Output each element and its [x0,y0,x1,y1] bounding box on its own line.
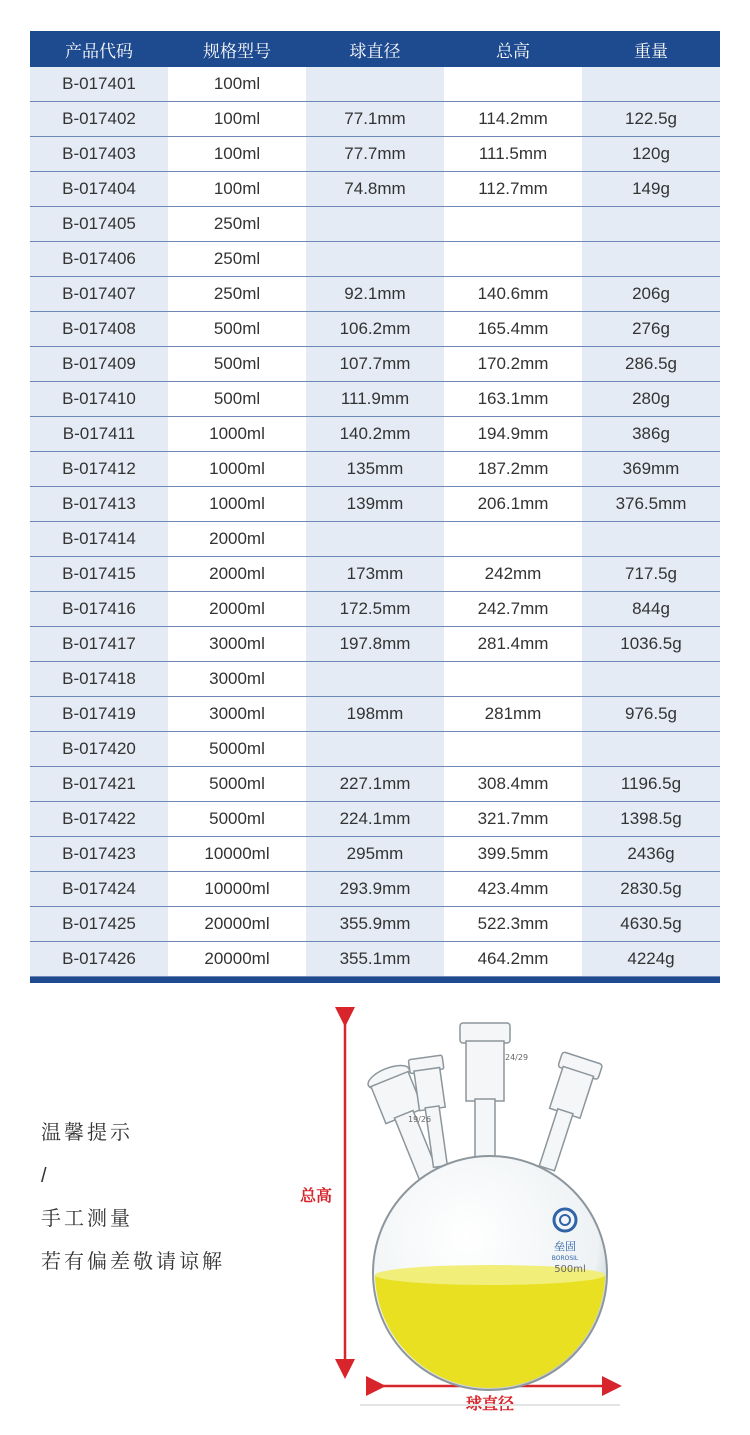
table-row [30,277,720,312]
table-row [30,242,720,277]
table-cell: 10000ml [168,837,306,872]
table-cell: B-017409 [30,347,168,382]
table-cell: 242.7mm [444,592,582,627]
table-cell: 100ml [168,137,306,172]
table-cell: 77.7mm [306,137,444,172]
table-cell: 2000ml [168,522,306,557]
brand-text: 垒固 [554,1240,576,1253]
table-cell [582,242,720,277]
table-cell [306,67,444,102]
table-cell [444,732,582,767]
table-cell: B-017412 [30,452,168,487]
table-row [30,382,720,417]
table-cell: 4224g [582,942,720,977]
table-cell: 107.7mm [306,347,444,382]
center-neck [460,1023,510,1159]
table-cell: 172.5mm [306,592,444,627]
table-header-row [30,31,720,67]
table-row [30,732,720,767]
table-cell: 2830.5g [582,872,720,907]
liquid-fill [370,1275,610,1395]
table-cell: 276g [582,312,720,347]
table-cell: 92.1mm [306,277,444,312]
table-cell: B-017421 [30,767,168,802]
notice-block [41,1118,225,1290]
table-cell: 20000ml [168,942,306,977]
table-cell: 139mm [306,487,444,522]
column-header: 重量 [582,31,720,67]
table-cell: 369mm [582,452,720,487]
column-header: 产品代码 [30,31,168,67]
table-cell: B-017415 [30,557,168,592]
table-cell: 1000ml [168,417,306,452]
table-cell: 1036.5g [582,627,720,662]
table-cell: 5000ml [168,767,306,802]
table-cell [582,732,720,767]
table-cell: 140.6mm [444,277,582,312]
table-cell: 293.9mm [306,872,444,907]
table-cell: B-017417 [30,627,168,662]
table-cell: 399.5mm [444,837,582,872]
table-cell: B-017419 [30,697,168,732]
table-cell: 3000ml [168,662,306,697]
table-row [30,662,720,697]
column-header: 总高 [444,31,582,67]
table-cell [444,242,582,277]
table-cell: B-017410 [30,382,168,417]
table-cell: 114.2mm [444,102,582,137]
table-row [30,802,720,837]
table-body [30,67,720,977]
table-row [30,312,720,347]
table-row [30,627,720,662]
table-cell: 976.5g [582,697,720,732]
table-cell: B-017403 [30,137,168,172]
table-cell: 500ml [168,312,306,347]
table-row [30,487,720,522]
table-row [30,452,720,487]
column-header: 规格型号 [168,31,306,67]
table-cell: 3000ml [168,697,306,732]
table-cell: 140.2mm [306,417,444,452]
table-cell: 10000ml [168,872,306,907]
table-row [30,347,720,382]
table-cell: B-017411 [30,417,168,452]
notice-line-deviation: 若有偏差敬请谅解 [41,1251,225,1273]
table-cell: B-017420 [30,732,168,767]
table-cell: 2000ml [168,592,306,627]
right-neck [527,1052,603,1175]
height-label: 总高 [300,1188,333,1205]
table-cell: 1000ml [168,452,306,487]
table-row [30,697,720,732]
four-neck-flask-illustration [290,1005,650,1425]
diameter-label: 球直径 [466,1396,515,1413]
table-cell: 1196.5g [582,767,720,802]
table-cell: 227.1mm [306,767,444,802]
notice-separator: / [41,1165,50,1187]
table-cell: B-017416 [30,592,168,627]
table-cell: B-017402 [30,102,168,137]
table-row [30,872,720,907]
table-cell: 5000ml [168,732,306,767]
table-cell: 844g [582,592,720,627]
table-cell: 149g [582,172,720,207]
notice-line-manual: 手工测量 [41,1208,133,1230]
table-cell: B-017423 [30,837,168,872]
table-cell [582,522,720,557]
table-cell [444,67,582,102]
table-cell: 187.2mm [444,452,582,487]
table-cell: 242mm [444,557,582,592]
table-cell: 120g [582,137,720,172]
table-cell: B-017405 [30,207,168,242]
spec-table-container [30,31,720,983]
table-cell: 173mm [306,557,444,592]
table-cell: 170.2mm [444,347,582,382]
table-cell: B-017414 [30,522,168,557]
table-cell: 198mm [306,697,444,732]
table-cell: B-017401 [30,67,168,102]
table-bottom-bar [30,977,720,983]
table-cell [582,67,720,102]
table-cell: 194.9mm [444,417,582,452]
table-cell [444,662,582,697]
table-cell: B-017424 [30,872,168,907]
table-cell: 250ml [168,207,306,242]
table-row [30,907,720,942]
table-cell: 100ml [168,102,306,137]
table-cell: 281mm [444,697,582,732]
table-cell [306,522,444,557]
table-cell: 165.4mm [444,312,582,347]
table-cell: 286.5g [582,347,720,382]
table-cell: 224.1mm [306,802,444,837]
table-cell: 717.5g [582,557,720,592]
table-cell [582,207,720,242]
table-cell: 197.8mm [306,627,444,662]
table-cell: B-017407 [30,277,168,312]
table-cell: 100ml [168,172,306,207]
table-cell: 163.1mm [444,382,582,417]
table-cell: B-017418 [30,662,168,697]
table-cell: 2000ml [168,557,306,592]
table-row [30,767,720,802]
table-cell: 111.9mm [306,382,444,417]
table-cell: 376.5mm [582,487,720,522]
table-cell: 423.4mm [444,872,582,907]
table-cell: 3000ml [168,627,306,662]
table-cell: 206g [582,277,720,312]
table-cell: 386g [582,417,720,452]
table-cell: B-017422 [30,802,168,837]
table-row [30,557,720,592]
table-cell: 308.4mm [444,767,582,802]
table-cell [306,207,444,242]
table-cell: 112.7mm [444,172,582,207]
table-row [30,522,720,557]
table-cell: 122.5g [582,102,720,137]
joint-mark-center: 24/29 [505,1053,529,1062]
table-cell: 1398.5g [582,802,720,837]
table-row [30,207,720,242]
table-row [30,67,720,102]
table-cell: 100ml [168,67,306,102]
table-cell: 1000ml [168,487,306,522]
table-cell: 295mm [306,837,444,872]
table-cell: 106.2mm [306,312,444,347]
volume-mark: 500ml [554,1264,586,1275]
table-cell: 500ml [168,382,306,417]
table-row [30,837,720,872]
table-cell: 74.8mm [306,172,444,207]
table-cell: 522.3mm [444,907,582,942]
table-row [30,592,720,627]
table-cell: 280g [582,382,720,417]
table-cell: 281.4mm [444,627,582,662]
table-cell [444,207,582,242]
table-cell [306,732,444,767]
table-row [30,417,720,452]
brand-sub-text: BOROSIL [551,1255,579,1262]
table-cell: 2436g [582,837,720,872]
table-cell [582,662,720,697]
table-row [30,137,720,172]
notice-title: 温馨提示 [41,1122,133,1144]
table-cell: 77.1mm [306,102,444,137]
table-cell: 355.9mm [306,907,444,942]
column-header: 球直径 [306,31,444,67]
table-cell: 250ml [168,277,306,312]
table-cell: 321.7mm [444,802,582,837]
table-row [30,172,720,207]
table-cell: B-017404 [30,172,168,207]
table-cell: B-017408 [30,312,168,347]
table-row [30,942,720,977]
table-cell: 111.5mm [444,137,582,172]
table-cell: 206.1mm [444,487,582,522]
table-row [30,102,720,137]
table-cell [306,242,444,277]
table-cell: B-017406 [30,242,168,277]
table-cell [306,662,444,697]
table-cell: 20000ml [168,907,306,942]
table-cell: 250ml [168,242,306,277]
table-cell: 355.1mm [306,942,444,977]
joint-mark-left: 19/26 [408,1115,432,1124]
table-cell: 464.2mm [444,942,582,977]
table-cell: B-017413 [30,487,168,522]
table-cell: 5000ml [168,802,306,837]
table-cell: 135mm [306,452,444,487]
table-cell [444,522,582,557]
table-cell: 4630.5g [582,907,720,942]
table-cell: 500ml [168,347,306,382]
table-cell: B-017426 [30,942,168,977]
spec-table [30,31,720,977]
table-cell: B-017425 [30,907,168,942]
